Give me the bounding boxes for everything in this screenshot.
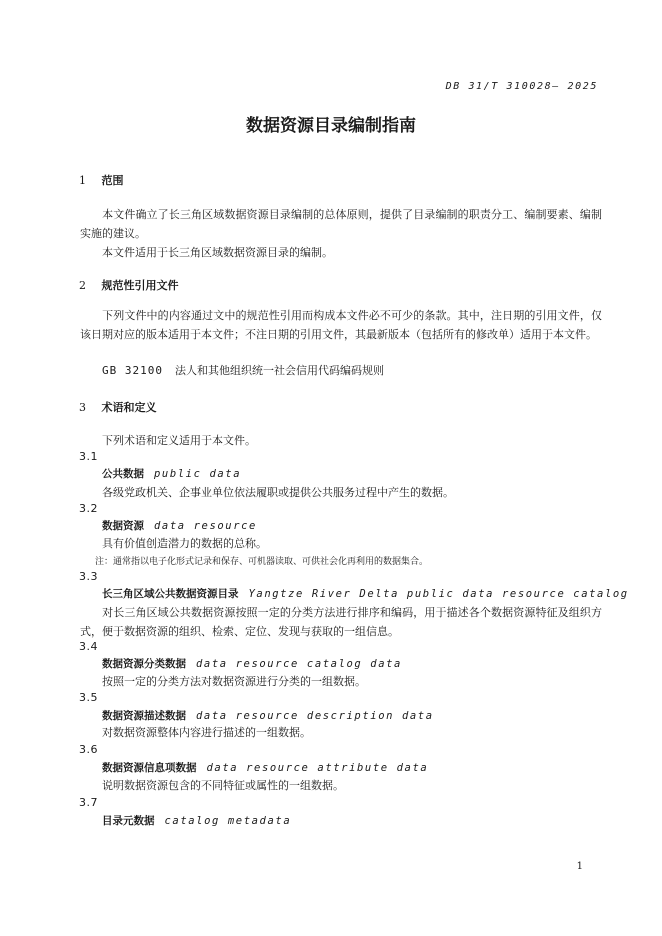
standard-name: 法人和其他组织统一社会信用代码编码规则 (174, 364, 384, 377)
term-definition: 说明数据资源包含的不同特征或属性的一组数据。 (102, 779, 344, 792)
document-number: DB 31/T 310028— 2025 (445, 81, 598, 92)
section-title: 术语和定义 (101, 401, 157, 414)
term-number: 3.6 (79, 743, 98, 756)
term-en: data resource attribute data (206, 762, 429, 774)
term-entry (102, 656, 402, 671)
term-cn: 数据资源分类数据 (102, 658, 186, 670)
term-cn: 公共数据 (102, 468, 144, 480)
referenced-standard (102, 362, 384, 378)
term-en: catalog metadata (164, 815, 292, 827)
terms-intro: 下列术语和定义适用于本文件。 (102, 434, 256, 447)
term-en: public data (154, 468, 242, 480)
section-3-heading (79, 399, 157, 415)
term-en: data resource (154, 520, 257, 532)
term-number: 3.5 (79, 691, 98, 704)
term-cn: 数据资源信息项数据 (102, 762, 197, 774)
section-2-heading (79, 277, 179, 293)
scope-paragraph-2: 本文件适用于长三角区域数据资源目录的编制。 (102, 246, 333, 259)
term-entry (102, 586, 629, 601)
page-number: 1 (576, 861, 583, 872)
term-note: 注：通常指以电子化形式记录和保存、可机器读取、可供社会化再利用的数据集合。 (95, 557, 429, 567)
standard-code: GB 32100 (102, 364, 163, 377)
term-en: Yangtze River Delta public data resource catalog (248, 588, 629, 600)
document-title: 数据资源目录编制指南 (246, 116, 416, 136)
term-definition: 具有价值创造潜力的数据的总称。 (102, 537, 267, 550)
section-number: 2 (79, 279, 86, 292)
term-entry (102, 813, 291, 828)
term-definition: 对长三角区域公共数据资源按照一定的分类方法进行排序和编码，用于描述各个数据资源特征及组织方式，便于数据资源的组织、检索、定位、发现与获取的一组信息。 (80, 606, 602, 638)
term-cn: 数据资源 (102, 520, 144, 532)
term-definition: 对数据资源整体内容进行描述的一组数据。 (102, 726, 311, 739)
term-entry (102, 760, 428, 775)
term-en: data resource description data (196, 710, 434, 722)
term-number: 3.7 (79, 796, 98, 809)
section-number: 1 (79, 174, 86, 187)
term-definition: 各级党政机关、企事业单位依法履职或提供公共服务过程中产生的数据。 (102, 486, 454, 499)
term-number: 3.1 (79, 450, 98, 463)
term-definition: 按照一定的分类方法对数据资源进行分类的一组数据。 (102, 675, 366, 688)
term-entry (102, 466, 241, 481)
term-entry (102, 708, 434, 723)
term-en: data resource catalog data (196, 658, 402, 670)
term-entry (102, 518, 257, 533)
term-number: 3.4 (79, 640, 98, 653)
term-number: 3.3 (79, 570, 98, 583)
term-number: 3.2 (79, 502, 98, 515)
section-title: 范围 (101, 174, 124, 187)
section-1-heading (79, 172, 124, 188)
term-cn: 长三角区域公共数据资源目录 (102, 588, 239, 600)
section-number: 3 (79, 401, 86, 414)
scope-paragraph-1: 本文件确立了长三角区域数据资源目录编制的总体原则，提供了目录编制的职责分工、编制要素、编制实施的建议。 (80, 208, 602, 240)
section-title: 规范性引用文件 (101, 279, 179, 292)
term-cn: 目录元数据 (102, 815, 155, 827)
normative-refs-paragraph: 下列文件中的内容通过文中的规范性引用而构成本文件必不可少的条款。其中，注日期的引用文件，仅该日期对应的版本适用于本文件；不注日期的引用文件，其最新版本（包括所有的修改单）适用于本文件。 (80, 309, 602, 341)
term-cn: 数据资源描述数据 (102, 710, 186, 722)
